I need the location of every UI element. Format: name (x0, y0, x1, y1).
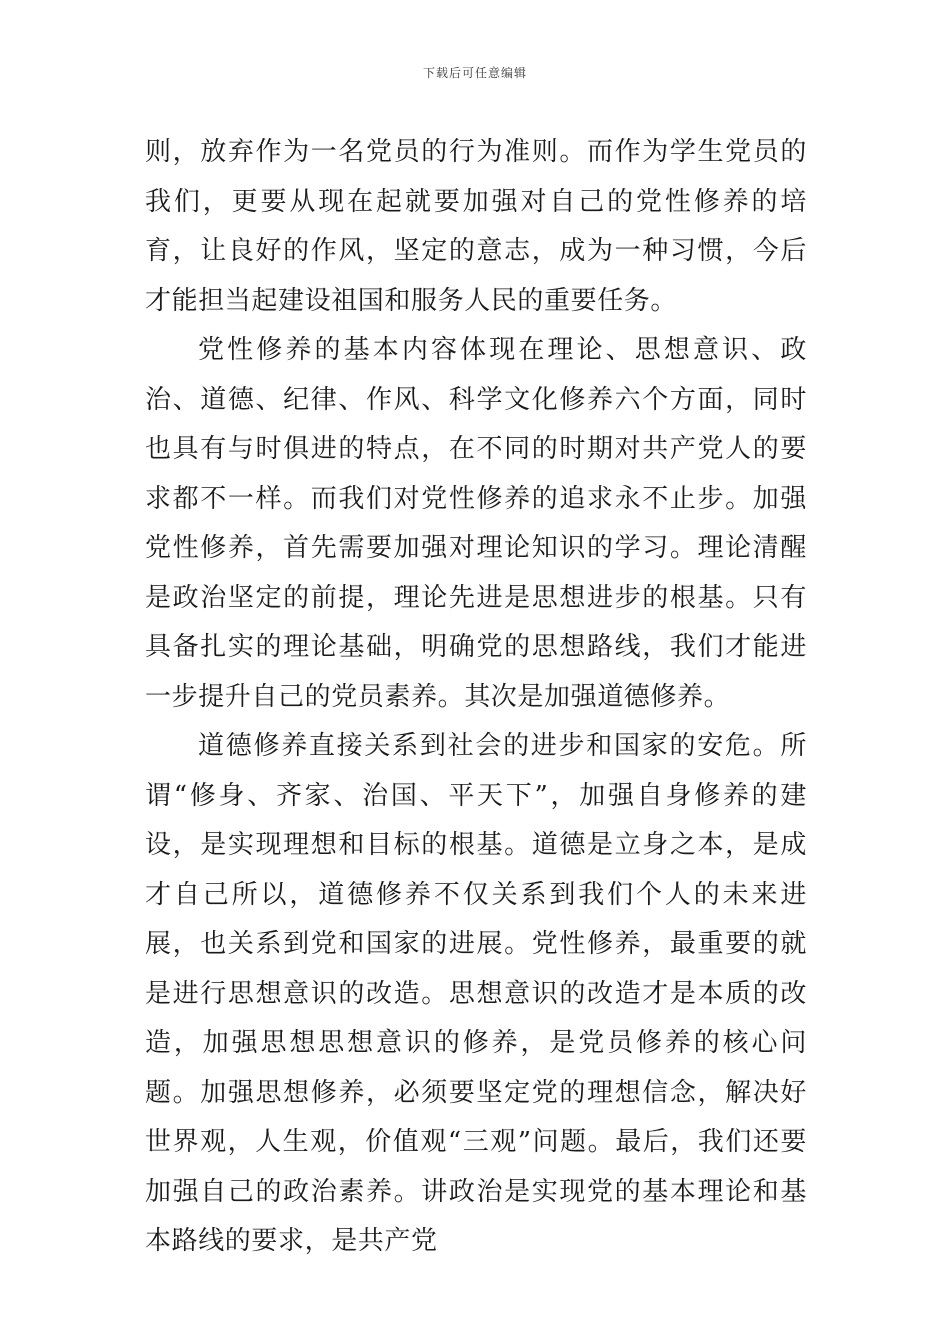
paragraph-2: 党性修养的基本内容体现在理论、思想意识、政治、道德、纪律、作风、科学文化修养六个方面，同时也具有与时俱进的特点，在不同的时期对共产党人的要求都不一样。而我们对党性修养的追求永不止步。加强党性修养，首先需要加强对理论知识的学习。理论清醒是政治坚定的前提，理论先进是思想进步的根基。只有具备扎实的理论基础，明确党的思想路线，我们才能进一步提升自己的党员素养。其次是加强道德修养。 (145, 335, 807, 712)
paragraph-1: 则，放弃作为一名党员的行为准则。而作为学生党员的我们，更要从现在起就要加强对自己的党性修养的培育，让良好的作风，坚定的意志，成为一种习惯，今后才能担当起建设祖国和服务人民的重要任务。 (145, 137, 807, 316)
document-body (145, 128, 807, 1267)
paragraph-3: 道德修养直接关系到社会的进步和国家的安危。所谓“修身、齐家、治国、平天下”，加强自身修养的建设，是实现理想和目标的根基。道德是立身之本，是成才自己所以，道德修养不仅关系到我们个人的未来进展，也关系到党和国家的进展。党性修养，最重要的就是进行思想意识的改造。思想意识的改造才是本质的改造，加强思想思想意识的修养，是党员修养的核心问题。加强思想修养，必须要坚定党的理想信念，解决好世界观，人生观，价值观“三观”问题。最后，我们还要加强自己的政治素养。讲政治是实现党的基本理论和基本路线的要求，是共产党 (145, 731, 807, 1256)
page-header: 下载后可任意编辑 (422, 66, 527, 80)
